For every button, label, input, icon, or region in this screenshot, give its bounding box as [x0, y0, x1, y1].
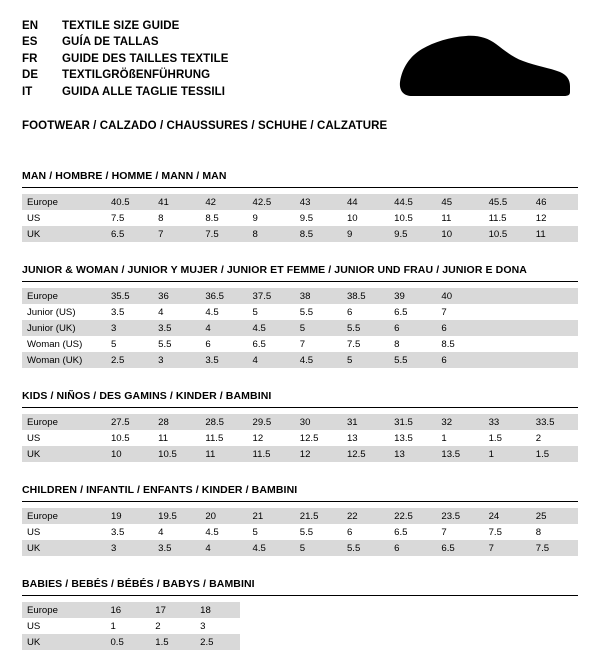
section-divider	[22, 595, 578, 596]
cell: 1.5	[531, 446, 578, 462]
cell: 1	[105, 618, 150, 634]
cell: 8	[389, 336, 436, 352]
cell: 11	[200, 446, 247, 462]
cell: 0.5	[105, 634, 150, 650]
cell: 5.5	[295, 524, 342, 540]
cell: 3.5	[106, 304, 153, 320]
language-row	[22, 51, 229, 67]
cell: 5	[342, 352, 389, 368]
cell: 7	[436, 304, 483, 320]
cell: 12	[295, 446, 342, 462]
cell: 2	[531, 430, 578, 446]
cell: 11.5	[200, 430, 247, 446]
row-label: US	[22, 430, 106, 446]
cell: 6	[436, 320, 483, 336]
cell: 4.5	[295, 352, 342, 368]
cell	[531, 352, 578, 368]
cell: 45	[436, 194, 483, 210]
row-label: Woman (US)	[22, 336, 106, 352]
size-table-junior-woman	[22, 288, 578, 368]
cell: 39	[389, 288, 436, 304]
cell: 17	[150, 602, 195, 618]
cell: 31.5	[389, 414, 436, 430]
cell: 44	[342, 194, 389, 210]
cell: 12.5	[342, 446, 389, 462]
cell: 24	[484, 508, 531, 524]
cell: 3.5	[106, 524, 153, 540]
cell: 37.5	[248, 288, 295, 304]
cell: 5	[295, 540, 342, 556]
language-row	[22, 84, 229, 100]
cell: 41	[153, 194, 200, 210]
cell: 9.5	[295, 210, 342, 226]
cell: 5.5	[342, 320, 389, 336]
cell: 8.5	[295, 226, 342, 242]
cell: 7.5	[106, 210, 153, 226]
cell: 4.5	[248, 320, 295, 336]
row-label: Junior (UK)	[22, 320, 106, 336]
row-label: Europe	[22, 414, 106, 430]
cell: 21.5	[295, 508, 342, 524]
cell: 1	[436, 430, 483, 446]
size-table-man	[22, 194, 578, 242]
section-kids	[22, 390, 578, 462]
cell: 7.5	[342, 336, 389, 352]
cell: 5	[248, 524, 295, 540]
cell: 27.5	[106, 414, 153, 430]
cell: 2	[150, 618, 195, 634]
cell: 10	[106, 446, 153, 462]
cell: 11.5	[484, 210, 531, 226]
cell: 38.5	[342, 288, 389, 304]
table-row	[22, 634, 240, 650]
cell: 32	[436, 414, 483, 430]
row-label: UK	[22, 446, 106, 462]
cell: 7.5	[484, 524, 531, 540]
cell	[531, 336, 578, 352]
cell: 7	[295, 336, 342, 352]
cell: 5	[248, 304, 295, 320]
language-code: IT	[22, 85, 33, 98]
cell: 21	[248, 508, 295, 524]
cell: 7.5	[200, 226, 247, 242]
section-title: JUNIOR & WOMAN / JUNIOR Y MUJER / JUNIOR ET FEMME / JUNIOR UND FRAU / JUNIOR E DONA	[22, 264, 527, 276]
table-row	[22, 320, 578, 336]
table-row	[22, 618, 240, 634]
cell	[484, 320, 531, 336]
language-title-list	[22, 18, 229, 100]
language-title: TEXTILE SIZE GUIDE	[62, 20, 180, 32]
cell: 19	[106, 508, 153, 524]
table-row	[22, 508, 578, 524]
table-row	[22, 430, 578, 446]
cell: 42.5	[248, 194, 295, 210]
cell: 4	[200, 320, 247, 336]
cell: 8	[153, 210, 200, 226]
row-label: US	[22, 618, 105, 634]
cell: 10.5	[389, 210, 436, 226]
cell: 6	[200, 336, 247, 352]
cell: 11.5	[248, 446, 295, 462]
cell: 4	[153, 304, 200, 320]
cell: 5.5	[153, 336, 200, 352]
cell: 9.5	[389, 226, 436, 242]
row-label: Europe	[22, 602, 105, 618]
cell: 7	[153, 226, 200, 242]
cell: 40	[436, 288, 483, 304]
cell	[484, 304, 531, 320]
cell: 4.5	[248, 540, 295, 556]
cell: 9	[342, 226, 389, 242]
cell: 11	[153, 430, 200, 446]
table-row	[22, 304, 578, 320]
table-row	[22, 540, 578, 556]
cell: 4	[200, 540, 247, 556]
language-code: ES	[22, 36, 38, 49]
cell	[531, 320, 578, 336]
table-row	[22, 524, 578, 540]
shoe-illustration	[372, 18, 578, 102]
dress-shoe-icon	[392, 30, 572, 102]
cell: 6.5	[389, 524, 436, 540]
cell: 2.5	[195, 634, 240, 650]
cell: 5.5	[389, 352, 436, 368]
cell: 5	[106, 336, 153, 352]
language-code: FR	[22, 52, 38, 65]
table-row	[22, 194, 578, 210]
cell: 12	[248, 430, 295, 446]
cell: 38	[295, 288, 342, 304]
table-row	[22, 336, 578, 352]
cell: 36	[153, 288, 200, 304]
cell	[484, 352, 531, 368]
cell: 3	[153, 352, 200, 368]
row-label: US	[22, 210, 106, 226]
cell: 25	[531, 508, 578, 524]
language-title: GUIDE DES TAILLES TEXTILE	[62, 52, 229, 65]
cell: 11	[531, 226, 578, 242]
cell: 29.5	[248, 414, 295, 430]
cell: 5.5	[295, 304, 342, 320]
row-label: Junior (US)	[22, 304, 106, 320]
cell: 1	[484, 446, 531, 462]
cell: 2.5	[106, 352, 153, 368]
cell: 4	[153, 524, 200, 540]
cell: 16	[105, 602, 150, 618]
cell: 13.5	[436, 446, 483, 462]
row-label: Europe	[22, 288, 106, 304]
row-label: Europe	[22, 194, 106, 210]
cell: 45.5	[484, 194, 531, 210]
table-row	[22, 210, 578, 226]
table-row	[22, 352, 578, 368]
cell: 3	[106, 540, 153, 556]
cell: 3.5	[153, 540, 200, 556]
row-label: UK	[22, 634, 105, 650]
section-divider	[22, 281, 578, 282]
cell: 43	[295, 194, 342, 210]
cell: 8	[248, 226, 295, 242]
cell: 22.5	[389, 508, 436, 524]
cell: 7	[436, 524, 483, 540]
row-label: Europe	[22, 508, 106, 524]
cell: 11	[436, 210, 483, 226]
cell: 13	[389, 446, 436, 462]
cell: 4.5	[200, 304, 247, 320]
cell: 12.5	[295, 430, 342, 446]
section-junior-woman	[22, 264, 578, 368]
cell: 28	[153, 414, 200, 430]
language-row	[22, 67, 229, 83]
cell: 7.5	[531, 540, 578, 556]
cell	[484, 336, 531, 352]
cell: 8.5	[200, 210, 247, 226]
cell: 6	[389, 540, 436, 556]
cell: 4.5	[200, 524, 247, 540]
section-title: KIDS / NIÑOS / DES GAMINS / KINDER / BAMBINI	[22, 390, 272, 402]
cell: 30	[295, 414, 342, 430]
table-row	[22, 288, 578, 304]
cell: 40.5	[106, 194, 153, 210]
cell: 13.5	[389, 430, 436, 446]
cell: 6.5	[248, 336, 295, 352]
row-label: UK	[22, 540, 106, 556]
row-label: UK	[22, 226, 106, 242]
cell: 1.5	[150, 634, 195, 650]
cell	[531, 304, 578, 320]
table-row	[22, 446, 578, 462]
language-code: EN	[22, 20, 39, 32]
cell: 10	[436, 226, 483, 242]
language-title: TEXTILGRÖßENFÜHRUNG	[62, 69, 211, 82]
section-babies	[22, 578, 578, 650]
cell: 10	[342, 210, 389, 226]
section-man	[22, 170, 578, 242]
section-divider	[22, 187, 578, 188]
language-code: DE	[22, 69, 39, 82]
language-title: GUIDA ALLE TAGLIE TESSILI	[62, 85, 226, 98]
cell: 1.5	[484, 430, 531, 446]
section-title: BABIES / BEBÉS / BÉBÉS / BABYS / BAMBINI	[22, 578, 255, 590]
cell: 36.5	[200, 288, 247, 304]
cell: 6.5	[436, 540, 483, 556]
cell: 3.5	[200, 352, 247, 368]
row-label: US	[22, 524, 106, 540]
cell: 5	[295, 320, 342, 336]
language-row	[22, 18, 229, 34]
cell: 6.5	[106, 226, 153, 242]
cell: 33	[484, 414, 531, 430]
cell: 3.5	[153, 320, 200, 336]
cell: 28.5	[200, 414, 247, 430]
cell: 9	[248, 210, 295, 226]
cell: 33.5	[531, 414, 578, 430]
table-row	[22, 602, 240, 618]
cell: 4	[248, 352, 295, 368]
section-divider	[22, 407, 578, 408]
cell: 23.5	[436, 508, 483, 524]
section-title: CHILDREN / INFANTIL / ENFANTS / KINDER / BAMBINI	[22, 484, 298, 496]
cell: 3	[106, 320, 153, 336]
cell	[484, 288, 531, 304]
table-row	[22, 226, 578, 242]
header	[22, 18, 578, 102]
cell: 8.5	[436, 336, 483, 352]
cell: 8	[531, 524, 578, 540]
cell: 12	[531, 210, 578, 226]
cell: 6	[342, 304, 389, 320]
cell: 18	[195, 602, 240, 618]
size-table-kids	[22, 414, 578, 462]
cell	[531, 288, 578, 304]
cell: 6.5	[389, 304, 436, 320]
language-title: GUÍA DE TALLAS	[62, 36, 159, 49]
category-line: FOOTWEAR / CALZADO / CHAUSSURES / SCHUHE / CALZATURE	[22, 120, 388, 132]
cell: 19.5	[153, 508, 200, 524]
section-divider	[22, 501, 578, 502]
cell: 20	[200, 508, 247, 524]
section-title: MAN / HOMBRE / HOMME / MANN / MAN	[22, 170, 227, 182]
table-row	[22, 414, 578, 430]
section-children	[22, 484, 578, 556]
cell: 10.5	[153, 446, 200, 462]
cell: 31	[342, 414, 389, 430]
cell: 5.5	[342, 540, 389, 556]
cell: 6	[342, 524, 389, 540]
cell: 3	[195, 618, 240, 634]
cell: 35.5	[106, 288, 153, 304]
cell: 22	[342, 508, 389, 524]
size-table-children	[22, 508, 578, 556]
cell: 7	[484, 540, 531, 556]
cell: 44.5	[389, 194, 436, 210]
cell: 46	[531, 194, 578, 210]
cell: 10.5	[106, 430, 153, 446]
cell: 10.5	[484, 226, 531, 242]
cell: 6	[436, 352, 483, 368]
language-row	[22, 34, 229, 50]
size-table-babies	[22, 602, 240, 650]
cell: 42	[200, 194, 247, 210]
row-label: Woman (UK)	[22, 352, 106, 368]
cell: 13	[342, 430, 389, 446]
cell: 6	[389, 320, 436, 336]
